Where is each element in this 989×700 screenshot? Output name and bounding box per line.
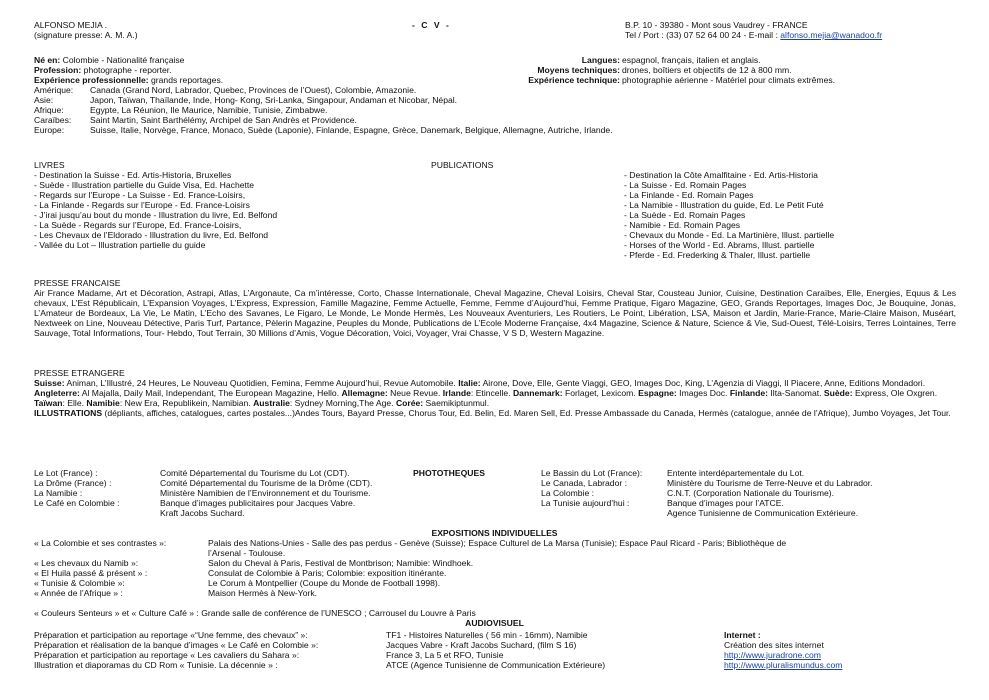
cv-contact	[625, 30, 882, 40]
phototheque-row-value: Banque d’images pour l’ATCE.	[667, 498, 784, 508]
region-value: Suisse, Italie, Norvège, France, Monaco, Suède (Laponie), Finlande, Espagne, Grèce, Danemark, Belgique, Allemagne, Autriche, Irlande.	[90, 125, 613, 135]
list-item: - Vallée du Lot – Illustration partielle du guide	[34, 240, 206, 250]
list-item: - La Namibie - Illustration du guide, Ed. Le Petit Futé	[624, 200, 824, 210]
experience-line	[34, 75, 223, 85]
country-label: Suède:	[823, 388, 853, 398]
region-row	[34, 95, 613, 105]
phototheques-left	[34, 468, 372, 518]
list-item: - La Suisse - Ed. Romain Pages	[624, 180, 747, 190]
phototheque-row-label: La Drôme (France) :	[34, 478, 112, 488]
list-item: - Horses of the World - Ed. Abrams, Illust. partielle	[624, 240, 815, 250]
tech-means-label: Moyens techniques:	[537, 65, 620, 75]
profession-value: photographe - reporter.	[81, 65, 172, 75]
list-item: - Pferde - Ed. Frederking & Thaler, Illust. partielle	[624, 250, 811, 260]
languages-value: espagnol, français, italien et anglais.	[622, 55, 761, 65]
phototheque-row	[34, 488, 372, 498]
phototheques-title: PHOTOTHEQUES	[413, 468, 485, 478]
phototheque-row	[541, 478, 873, 488]
country-label: Finlande:	[729, 388, 769, 398]
country-titles: Airone, Dove, Elle, Gente Viaggi, GEO, Images Doc, King, L’Agenzia di Viaggi, Il Piacere, Anne, Editions Mondadori.	[480, 378, 926, 388]
books-list	[34, 170, 277, 250]
region-value: Japon, Taïwan, Thaïlande, Inde, Hong- Kong, Sri-Lanka, Singapour, Andaman et Nicobar, Népal.	[90, 95, 458, 105]
exhibition-row-label: « Tunisie & Colombie »:	[34, 578, 125, 588]
list-item: - Destination la Côte Amalfitaine - Ed. Artis-Historia	[624, 170, 818, 180]
phototheque-row	[541, 498, 873, 508]
publications-list	[624, 170, 834, 260]
exhibition-row-value: l’Arsenal - Toulouse.	[208, 548, 286, 558]
audiovisual-row	[34, 640, 605, 650]
audiovisual-row	[34, 660, 605, 670]
french-press-title: PRESSE FRANCAISE	[34, 278, 121, 288]
country-label: Angleterre:	[34, 388, 80, 398]
audiovisual-row	[34, 650, 605, 660]
tech-exp-value: photographie aérienne - Matériel pour climats extrêmes.	[622, 75, 836, 85]
country-titles: : Sydney Morning,The Age.	[289, 398, 396, 408]
region-label: Caraïbes:	[34, 115, 72, 125]
country-titles: Animan, L’Illustré, 24 Heures, Le Nouveau Quotidien, Femina, Femme Aujourd’hui, Revue Automobile.	[64, 378, 459, 388]
country-label: Dannemark:	[512, 388, 563, 398]
audiovisual-title: AUDIOVISUEL	[465, 618, 524, 628]
audiovisual-row-label: Préparation et réalisation de la banque d’images « Le Café en Colombie »:	[34, 640, 319, 650]
country-label: Allemagne:	[341, 388, 388, 398]
country-label: Namibie	[86, 398, 120, 408]
region-label: Afrique:	[34, 105, 64, 115]
region-label: Europe:	[34, 125, 65, 135]
country-titles: Images Doc.	[676, 388, 730, 398]
cv-name: ALFONSO MEJIA .	[34, 20, 108, 30]
exhibition-row	[34, 588, 956, 598]
cv-address: B.P. 10 - 39380 - Mont sous Vaudrey - FRANCE	[625, 20, 808, 30]
audiovisual-row-label: Préparation et participation au reportage «“Une femme, des chevaux” »:	[34, 630, 308, 640]
audiovisual-table	[34, 630, 605, 670]
phototheque-row-value: Comité Départemental du Tourisme de la Drôme (CDT).	[160, 478, 373, 488]
phototheque-row-label: La Colombie :	[541, 488, 595, 498]
publications-title: PUBLICATIONS	[431, 160, 494, 170]
list-item: - J’irai jusqu’au bout du monde - Illustration du livre, Ed. Belfond	[34, 210, 278, 220]
born-value: Colombie - Nationalité française	[60, 55, 185, 65]
phototheque-row	[541, 468, 873, 478]
region-label: Amérique:	[34, 85, 74, 95]
country-titles: Express, Ole Oxgren.	[852, 388, 938, 398]
country-titles: Neue Revue.	[387, 388, 443, 398]
exhibitions-title: EXPOSITIONS INDIVIDUELLES	[431, 528, 558, 538]
list-item: - La Suède - Ed. Romain Pages	[624, 210, 746, 220]
website-link-pluralismundus[interactable]: http://www.pluralismundus.com	[724, 660, 843, 670]
phototheque-row-label: Le Canada, Labrador :	[541, 478, 628, 488]
internet-title: Internet :	[724, 630, 761, 640]
cv-signature: (signature presse: A. M. A.)	[34, 30, 138, 40]
country-label: Suisse:	[34, 378, 65, 388]
phototheque-row	[34, 478, 372, 488]
list-item: - La Finlande - Ed. Romain Pages	[624, 190, 754, 200]
phototheque-row-value: Banque d’images publicitaires pour Jacques Vabre.	[160, 498, 356, 508]
exhibition-row	[34, 538, 956, 548]
country-titles: Forlaget, Lexicom.	[562, 388, 639, 398]
phototheque-row-label: La Tunisie aujourd’hui :	[541, 498, 630, 508]
list-item: - Destination la Suisse - Ed. Artis-Historia, Bruxelles	[34, 170, 232, 180]
tech-exp-label: Expérience technique:	[528, 75, 620, 85]
regions-table	[34, 85, 613, 135]
exhibition-row-label: « Les chevaux du Namib »:	[34, 558, 139, 568]
audiovisual-row-value: ATCE (Agence Tunisienne de Communication Extérieure)	[386, 660, 606, 670]
exhibition-row	[34, 568, 956, 578]
exhibitions-table	[34, 538, 956, 598]
region-value: Saint Martin, Saint Barthélémy, Archipel de San Andrès et Providence.	[90, 115, 357, 125]
exhibition-row-label: « El Huila passé & présent » :	[34, 568, 148, 578]
exhibition-row-value: Palais des Nations-Unies - Salle des pas perdus - Genève (Suisse); Espace Culturel de La Marsa (Tunisie); Espace Paul Ricard - Paris; Bibliothèque de	[208, 538, 787, 548]
country-titles: : Etincelle.	[470, 388, 513, 398]
experience-label: Expérience professionnelle:	[34, 75, 149, 85]
phototheque-row-value: Agence Tunisienne de Communication Extérieure.	[667, 508, 859, 518]
exhibition-row-label: « La Colombie et ses contrastes »:	[34, 538, 167, 548]
phototheque-row-label: La Namibie :	[34, 488, 83, 498]
email-link[interactable]: alfonso.mejia@wanadoo.fr	[780, 30, 883, 40]
website-link-juradrone[interactable]: http://www.juradrone.com	[724, 650, 821, 660]
illustrations-label: ILLUSTRATIONS	[34, 408, 103, 418]
region-row	[34, 125, 613, 135]
books-title: LIVRES	[34, 160, 65, 170]
region-row	[34, 85, 613, 95]
audiovisual-row-value: Jacques Vabre - Kraft Jacobs Suchard, (film S 16)	[386, 640, 577, 650]
phototheque-row	[541, 508, 873, 518]
phototheque-row-value: Kraft Jacobs Suchard.	[160, 508, 245, 518]
exhibition-row	[34, 558, 956, 568]
list-item: - Regards sur l’Europe - La Suisse - Ed. France-Loisirs,	[34, 190, 246, 200]
country-label: Irlande	[442, 388, 471, 398]
born-line	[34, 55, 184, 65]
phototheques-right	[541, 468, 873, 518]
phototheque-row	[34, 468, 372, 478]
country-label: Espagne:	[638, 388, 677, 398]
country-titles: Saemikiptunmul.	[423, 398, 490, 408]
exhibition-row-value: Maison Hermès à New-York.	[208, 588, 318, 598]
phototheque-row-value: Entente interdépartementale du Lot.	[667, 468, 805, 478]
country-label: Taïwan	[34, 398, 63, 408]
phototheque-row-value: Ministère Namibien de l’Environnement et du Tourisme.	[160, 488, 371, 498]
phototheque-row-value: Comité Départemental du Tourisme du Lot (CDT).	[160, 468, 350, 478]
phone-text: Tel / Port : (33) 07 52 64 00 24 - E-mail :	[625, 30, 781, 40]
internet-text: Création des sites internet	[724, 640, 824, 650]
list-item: - La Suède - Regards sur l’Europe, Ed. France-Loisirs,	[34, 220, 242, 230]
audiovisual-row-value: TF1 - Histoires Naturelles ( 56 min - 16mm), Namibie	[386, 630, 588, 640]
country-titles: : Elle.	[62, 398, 87, 408]
languages-label: Langues:	[581, 55, 620, 65]
audiovisual-row	[34, 630, 605, 640]
audiovisual-row-label: Préparation et participation au reportage « Les cavaliers du Sahara »:	[34, 650, 300, 660]
region-row	[34, 105, 613, 115]
exhibition-row-value: Le Corum à Montpellier (Coupe du Monde de Football 1998).	[208, 578, 441, 588]
exhibition-row-value: Consulat de Colombie à Paris; Colombie: exposition itinérante.	[208, 568, 447, 578]
exhibition-row-value: Salon du Cheval à Paris, Festival de Montbrison; Namibie: Windhoek.	[208, 558, 474, 568]
profession-label: Profession:	[34, 65, 82, 75]
audiovisual-row-value: France 3, La 5 et RFO, Tunisie	[386, 650, 504, 660]
list-item: - Chevaux du Monde - Ed. La Martinière, Illust. partielle	[624, 230, 835, 240]
list-item: - Les Chevaux de l’Eldorado - Illustration du livre, Ed. Belfond	[34, 230, 269, 240]
illustrations-text: (dépliants, affiches, catalogues, cartes postales...)Andes Tours, Bayard Presse, Chorus Tour, Ed. Belin, Ed. Maren Sell, Ed. Presse Ambassade du Canada, Hermès (catalogue, année de l’Afrique), Jumbo Voyages, Jet Tour.	[102, 408, 951, 418]
country-label: Australie	[253, 398, 290, 408]
cv-heading: - C V -	[412, 20, 451, 30]
exhibition-row	[34, 578, 956, 588]
region-row	[34, 115, 613, 125]
profession-line	[34, 65, 172, 75]
list-item: - La Finlande - Regards sur l’Europe - Ed. France-Loisirs	[34, 200, 250, 210]
region-value: Canada (Grand Nord, Labrador, Quebec, Provinces de l’Ouest), Colombie, Amazonie.	[90, 85, 417, 95]
list-item: - Suède - Illustration partielle du Guide Visa, Ed. Hachette	[34, 180, 255, 190]
exhibition-couleurs: « Couleurs Senteurs » et « Culture Café » : Grande salle de conférence de l’UNESCO ; Carrousel du Louvre à Paris	[34, 608, 476, 618]
born-label: Né en:	[34, 55, 61, 65]
country-titles: Al Majalla, Daily Mail, Independant, The European Magazine, Hello.	[79, 388, 342, 398]
phototheque-row-label: Le Bassin du Lot (France):	[541, 468, 643, 478]
exhibition-row-label: « Année de l’Afrique » :	[34, 588, 123, 598]
phototheque-row-label	[541, 508, 667, 518]
experience-value: grands reportages.	[148, 75, 224, 85]
country-label: Italie:	[458, 378, 481, 388]
phototheque-row-value: C.N.T. (Corporation Nationale du Tourisme).	[667, 488, 835, 498]
tech-means-value: drones, boîtiers et objectifs de 12 à 800 mm.	[622, 65, 792, 75]
phototheque-row	[541, 488, 873, 498]
country-titles: Ilta-Sanomat.	[768, 388, 824, 398]
country-titles: : New Era, Republikein, Namibian.	[119, 398, 254, 408]
phototheque-row-label	[34, 508, 160, 518]
phototheque-row	[34, 508, 372, 518]
foreign-press-text	[34, 378, 956, 418]
country-label: Corée:	[395, 398, 424, 408]
phototheque-row	[34, 498, 372, 508]
foreign-press-title: PRESSE ETRANGERE	[34, 368, 125, 378]
french-press-text: Air France Madame, Art et Décoration, Astrapi, Atlas, L’Argonaute, Ca m’intéresse, Corto, Chasse Internationale, Cheval Magazine, Cheval Loisirs, Cheval Star, Cousteau Junior, Cuisine, Destination Caraïbes, Elle, Energies, Equus & Les chevaux, L’Est Républicain, L’Expansion Voyages, L’Express, Expression, Famille Magazine, Femme Actuelle, Femme, Femme d’Aujourd’hui, Femme Pratique, Figaro Magazine, GEO, Grands Reportages, Images Doc, Je Bouquine, Jonas, L’Amateur de Bordeaux, La Vie, Le Matin, L’Echo des Savanes, Le Figaro, Le Monde, Le Monde Hermès, Les Nouveaux Aventuriers, Les Routiers, Le Point, Libération, LSA, Maison et Jardin, Marie-France, Marie-Claire Maison, Muséart, Nextweek on Line, Nouveau Détective, Paris Turf, Partance, Pèlerin Magazine, Peuples du Monde, Publications de L’Ecole Moderne Française, 4x4 Magazine, Science & Nature, Science & Vie, Sud-Ouest, Télé-Loisirs, Terres Lointaines, Terre Sauvage, Total Informations, Tour- Hebdo, Tout Terrain, 30 Millions d’Amis, Vogue Décoration, Voici, Voyager, Vrai Chasse, V S D, Western Magazine.	[34, 288, 956, 338]
phototheque-row-label: Le Café en Colombie :	[34, 498, 120, 508]
list-item: - Namibie - Ed. Romain Pages	[624, 220, 741, 230]
exhibition-row-label	[34, 548, 208, 558]
phototheque-row-label: Le Lot (France) :	[34, 468, 98, 478]
audiovisual-row-label: Illustration et diaporamas du CD Rom « Tunisie. La décennie » :	[34, 660, 278, 670]
phototheque-row-value: Ministère du Tourisme de Terre-Neuve et du Labrador.	[667, 478, 873, 488]
region-label: Asie:	[34, 95, 54, 105]
exhibition-row	[34, 548, 956, 558]
region-value: Egypte, La Réunion, Ile Maurice, Namibie, Tunisie, Zimbabwe.	[90, 105, 328, 115]
